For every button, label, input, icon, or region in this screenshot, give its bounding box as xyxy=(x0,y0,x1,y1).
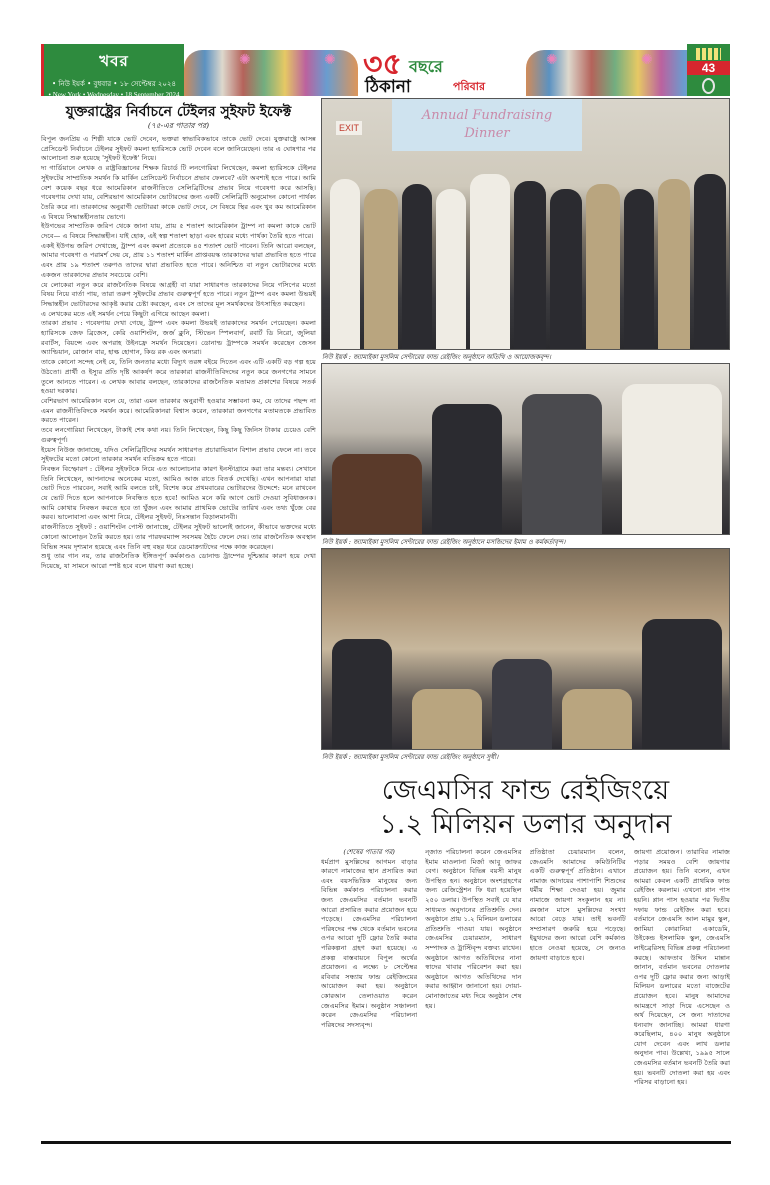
headline-line-1: জেএমসির ফান্ড রেইজিংয়ে xyxy=(381,775,670,806)
continued-from: (৭৫-এর পাতার পর) xyxy=(147,121,210,130)
article-body xyxy=(41,135,316,572)
photo-caption: নিউ ইয়র্ক : জ্যামাইকা মুসলিম সেন্টারের ফান্ড রেইজিং অনুষ্ঠানে সুধী। xyxy=(322,753,499,761)
podium xyxy=(332,454,422,534)
firework-icon: ✺ xyxy=(324,52,336,68)
paragraph: বিপুল জনপ্রিয় এ শিল্পী যাকে ভোট দেবেন, ভক্তরা স্বাভাবিকভাবে তাকে ভোট দেবে। যুক্তরাষ্ট্রে আসন্ন প্রেসিডেন্ট নির্বাচনে টেইলর সুইফট কমলা হ্যারিসকে ভোট দেবেন বলে জানিয়েছেন। তার এ ঘোষণার পর আলোচনা শুরু হয়েছে 'সুইফট ইফেক্ট' নিয়ে। xyxy=(41,135,316,163)
page-number: 43 xyxy=(687,61,730,75)
firework-icon: ✺ xyxy=(641,52,653,68)
page-bottom-rule xyxy=(41,1141,731,1144)
article-column xyxy=(321,848,417,1116)
continued-from: (শেষের পাতার পর) xyxy=(343,848,395,856)
person-figure xyxy=(694,174,726,349)
section-header xyxy=(41,44,184,99)
anniversary-logo xyxy=(363,40,523,98)
photo-speakers xyxy=(321,363,730,535)
person-figure xyxy=(522,394,602,534)
person-figure xyxy=(432,404,502,534)
paragraph: তারকা প্রভাব : গবেষণায় দেখা গেছে, ট্রাম্প এবং কমলা উভয়ই তারকাদের সমর্থন পেয়েছেন। কমলা হ্যারিসকে জেফ ব্রিজেস, কেরি ওয়াশিংটন, জর্জ ক্লুনি, স্টিভেন স্পিলবার্গ, রবার্ট ডি নিরো, জুলিয়া রবার্টস, বিয়ন্সে এবং অপরাহ উইনফ্রে সমর্থন দিয়েছেন। ডোনাল্ড ট্রাম্পকে সমর্থন করেছেন জেসন অ্যাল্ডিয়ান, রোজান বার, হাল্ক হোগান, কিড রক এবং অন্যরা। xyxy=(41,319,316,357)
event-banner xyxy=(392,99,582,151)
paragraph: ইয়েস নিউজ জানাচ্ছে, যদিও সেলিব্রিটিদের সমর্থন সাধারণত প্রচারাভিযান বিশাল প্রভাব ফেলে না। তবে সুইফটের মতো কোনো তারকার সমর্থন ব্যতিক্রম হতে পারে। xyxy=(41,445,316,464)
table-figure xyxy=(562,689,632,749)
paragraph: এ লেখকের মতে এই সমর্থন পেয়ে কিছুটা এগিয়ে আছেন কমলা। xyxy=(41,309,210,318)
paragraph: রাজনীতিতে সুইফট : ওয়াশিংটন পোস্ট জানাচ্ছে, টেইলর সুইফট ভালোই জানেন, কীভাবে ভক্তদের মধ্যে কোনো আলোড়ন তৈরি করতে হয়। তার পারফরম্যান্স সবসময় হৈচৈ ফেলে দেয়। তার রাজনৈতিক অবস্থান বিভিন্ন সময় দৃশ্যমান হয়েছে এবং তিনি বহু বছর ধরে ডেমোক্র্যাটদের পক্ষে কাজ করেছেন। xyxy=(41,523,316,551)
firework-icon: ✺ xyxy=(239,52,251,68)
monument-icon xyxy=(696,48,721,60)
person-figure xyxy=(624,189,654,349)
person-figure xyxy=(492,659,552,749)
liberty-icon xyxy=(702,78,715,94)
person-figure xyxy=(402,184,432,349)
photo-audience xyxy=(321,548,730,750)
crowd-illustration-left xyxy=(184,50,358,96)
paragraph: বেশিরভাগ আমেরিকান বলে যে, তারা এমন তারকার অনুরাগী হওয়ার সম্ভাবনা কম, যে তাদের পছন্দ না এমন রাজনীতিবিদকে সমর্থন করে। আমেরিকানরা বিশ্বাস করেন, তারকারা জনগণের মতামতকে প্রভাবিত করতে পারেন। xyxy=(41,396,316,425)
table-figure xyxy=(412,689,482,749)
date-english: • New York • Wednesday • 18 September 2024 xyxy=(48,91,180,99)
paragraph: দ্য গার্ডিয়ানে লেখক ও রাষ্ট্রবিজ্ঞানের শিক্ষক রিচার্ড টি লনগোরিয়া লিখেছেন, কমলা হ্যারিসকে টেইলর সুইফটের সাম্প্রতিক সমর্থন কি মার্কিন প্রেসিডেন্ট নির্বাচনে প্রভাব ফেলবে? এটা অবশ্যই হতে পারে। আমি বেশ কয়েক বছর ধরে আমেরিকান রাজনীতিতে সেলিব্রিটিদের প্রভাব নিয়ে গবেষণা করে আসছি। গবেষণায় দেখা যায়, বেশিরভাগ আমেরিকান ভোটারদের জন্য একটি সেলিব্রিটি অনুমোদন কোনো পার্থক্য তৈরি করে না। তারকাদের অনুরাগী ভোটাররা কাকে ভোট দেবে, সে বিষয়ে স্থির এবং খুব কম আমেরিকান এ বিষয়ে সিদ্ধান্তহীনতায় ভোগে। xyxy=(41,164,316,221)
paragraph: তবে লনগোরিয়া লিখেছেন, টাকাই শেষ কথা নয়। তিনি লিখেছেন, কিছু কিছু জিনিস টাকার চেয়েও বেশি গুরুত্বপূর্ণ। xyxy=(41,426,316,444)
date-bengali: • নিউ ইয়র্ক • বুধবার • ১৮ সেপ্টেম্বর ২০২৪ xyxy=(52,80,176,88)
headline-line-2: ১.২ মিলিয়ন ডলার অনুদান xyxy=(379,809,672,840)
person-figure xyxy=(550,189,582,349)
person-figure xyxy=(622,384,722,534)
paragraph: একই ইউগভ জরিপ দেখাচ্ছে, ট্রাম্প এবং কমলা প্রত্যেকে ৪৫ শতাংশ ভোট পাবেন। তিনি আরো বলছেন, আমার গবেষণা ও পরামর্শ দেয় যে, প্রায় ১১ শতাংশ মার্কিন প্রাপ্তবয়স্ক তারকাদের দ্বারা প্রভাবিত হতে পারে এবং প্রায় ১৯ শতাংশ তরুণও তাদের দ্বারা প্রভাবিত হতে পারে। অনিশ্চিত বা নতুন ভোটারদের মধ্যে একজন তারকাদের প্রভাব সবচেয়ে বেশি। xyxy=(41,241,316,279)
firework-icon: ✺ xyxy=(546,52,558,68)
person-figure xyxy=(642,619,722,749)
person-figure xyxy=(330,179,360,349)
exit-sign: EXIT xyxy=(336,121,362,135)
photo-caption: নিউ ইয়র্ক : জ্যামাইকা মুসলিম সেন্টারের ফান্ড রেইজিং অনুষ্ঠানে মসজিদের ইমাম ও কর্মকর্তাবৃন্দ। xyxy=(322,538,566,546)
person-figure xyxy=(332,639,392,749)
paragraph: নিবন্ধন বিস্ফোরণ : টেইলর সুইফটকে নিয়ে এত আলোচনার কারণ ইনস্টাগ্রামে করা তার মন্তব্য। সেখানে তিনি লিখেছেন, আপনাদের অনেকের মতো, আমিও আজ রাতে বিতর্ক দেখেছি। এখন আপনারা যারা ভোট দিতে পারবেন, সবাই আমি বলতে চাই, বিশেষ করে প্রথমবারের ভোটারদের উদ্দেশে: মনে রাখবেন যে ভোট দিতে হলে আপনাকে নিবন্ধিত হতে হবে! আমিও মনে করি আগে ভোট দেওয়া সুবিধাজনক। আমি কোথায় নিবন্ধন করতে হবে তা খুঁজন এবং আমার প্রাথমিক ভোটের তারিখ এবং তথ্য খুঁজে বের করব। ভালোবাসা এবং আশা নিয়ে, টেইলর সুইফট, নিঃসন্তান বিড়ালমানবী। xyxy=(41,464,316,522)
section-title: খবর xyxy=(99,52,129,70)
person-figure xyxy=(514,181,546,349)
person-figure xyxy=(436,189,466,349)
banner-line-1: Annual Fundraising xyxy=(421,108,553,123)
paragraph: যে লোকেরা নতুন করে রাজনৈতিক বিষয়ে আগ্রহী বা যারা সাধারণত তারকাদের নিয়ে গসিপের মতো বিষয় নিয়ে বার্তা পায়, তারা তরুণ সুইফটের প্রভাব গুরুত্বপূর্ণ হতে পারে। নতুন ট্রাম্প এবং কমলা উভয়ই সিদ্ধান্তহীন ভোটারদের আকৃষ্ট করার চেষ্টা করছেন, এবং সে তাদের মূল সমর্থকদের উৎসাহিত করছেন। xyxy=(41,280,316,308)
article-headline-fundraising xyxy=(321,774,730,842)
column-text: ধর্মপ্রাণ মুসল্লিদের আগমন বাড়ার কারণে নামাজের স্থান প্রসারিত করা এবং বয়সভিত্তিক মানুষের জন্য বিভিন্ন কর্মকাণ্ড পরিচালনা করার জন্য জেএমসির বর্তমান ভবনটি আরো প্রসারিত করার প্রয়োজন হয়ে পড়েছে। জেএমসির পরিচালনা পরিষদের পক্ষ থেকে বর্তমান ভবনের ওপর আরো দুটি ফ্লোর তৈরি করার পরিকল্পনা গ্রহণ করা হয়েছে। এ প্রকল্প বাস্তবায়নে বিপুল অর্থের প্রয়োজন। এ লক্ষ্যে ৮ সেপ্টেম্বর রবিবার সন্ধ্যায় ফান্ড রেইজিংয়ের আয়োজন করা হয়। অনুষ্ঠানে কোরআন তেলাওয়াত করেন জেএমসির ইমাম। অনুষ্ঠান সঞ্চালনা করেন জেএমসির পরিচালনা পরিষদের সদস্যবৃন্দ। xyxy=(321,857,418,1029)
person-figure xyxy=(658,179,690,349)
logo-name-2: পরিবার xyxy=(453,80,486,93)
banner-line-2: Dinner xyxy=(464,126,510,141)
person-figure xyxy=(364,189,398,349)
photo-group-guests xyxy=(321,98,730,350)
paragraph: তাকে কোনো সন্দেহ নেই যে, তিনি জনতার মধ্যে বিদ্যুৎ তরঙ্গ বইয়ে দিতেন এবং এটি একটি বড় গল্প হয়ে উঠতো। প্রার্থী ও ইস্যুর প্রতি দৃষ্টি আকর্ষণ করে তারকারা রাজনীতিবিদদের নতুন করে জনগণের সামনে তুলে আনতে পারেন। এ লেখক আবার বলছেন, তারকাদের রাজনৈতিক মতামত প্রকাশের বিষয়ে সতর্ক হওয়া দরকার। xyxy=(41,358,316,396)
column-text: প্রতিষ্ঠাতা চেয়ারম্যান বলেন, জেএমসি আমাদের কমিউনিটির একটি গুরুত্বপূর্ণ প্রতিষ্ঠান। এখানে নামাজ আদায়ের পাশাপাশি শিশুদের ধর্মীয় শিক্ষা দেওয়া হয়। জুমার নামাজে জায়গা সংকুলান হয় না। রমজান মাসে মুসল্লিদের সংখ্যা আরো বেড়ে যায়। তাই ভবনটি সম্প্রসারণ জরুরি হয়ে পড়েছে। ইয়ুথদের জন্য আরো বেশি কর্মকাণ্ড হাতে নেওয়া হয়েছে, সে জন্যও জায়গা বাড়াতে হবে। xyxy=(529,848,626,962)
logo-number: ৩৫ xyxy=(363,47,402,82)
article-columns xyxy=(321,848,730,1116)
article-column xyxy=(634,848,730,1116)
person-figure xyxy=(586,184,620,349)
article-column xyxy=(425,848,521,1116)
page-number-box xyxy=(687,44,730,96)
paragraph: ইউগভের সাম্প্রতিক জরিপ থেকে জানা যায়, প্রায় ৫ শতাংশ আমেরিকান ট্রাম্প না কমলা কাকে ভোট দেবে— এ বিষয়ে সিদ্ধান্তহীন। যাই হোক, এই স্বল্প শতাংশ ছাড়া এবং হারের মধ্যে পার্থক্য তৈরি হতে পারে। xyxy=(41,222,316,241)
person-figure xyxy=(470,174,510,349)
article-taylor-swift xyxy=(41,103,316,572)
article-headline: যুক্তরাষ্ট্রের নির্বাচনে টেইলর সুইফট ইফেক্ট xyxy=(65,104,292,120)
logo-name: ঠিকানা xyxy=(365,77,411,97)
paragraph: শুধু তার গান নয়, তার রাজনৈতিক ইঙ্গিতপূর্ণ কর্মকাণ্ডও ডোনাল্ড ট্রাম্পের দুশ্চিন্তার কারণ হয়ে দেখা দিয়েছে, যা সামনে আরো স্পষ্ট হবে বলে ধারণা করা হচ্ছে। xyxy=(41,552,316,570)
masthead xyxy=(41,44,731,99)
logo-years: বছরে xyxy=(409,57,443,76)
column-text: ন্জাত পরিচালনা করেন জেএমসির ইমাম মাওলানা মির্জা আবু জাফর বেগ। অনুষ্ঠানে বিভিন্ন বয়সী মানুষ উপস্থিত হন। অনুষ্ঠানে অংশগ্রহণের জন্য রেজিস্ট্রেশন ফি ধরা হয়েছিল ২৫০ ডলার। উপস্থিত সবাই যে যার সাধ্যমত অনুদানের প্রতিশ্রুতি দেন। অনুষ্ঠানে প্রায় ১.২ মিলিয়ন ডলারের প্রতিশ্রুতি পাওয়া যায়। অনুষ্ঠানে জেএমসির চেয়ারম্যান, সাধারণ সম্পাদক ও ট্রাস্টিবৃন্দ বক্তব্য রাখেন। অনুষ্ঠানে আগত অতিথিদের নানা স্বাদের খাবার পরিবেশন করা হয়। অনুষ্ঠানে আগত অতিথিদের দান করার আহ্বান জানানো হয়। দোয়া-মোনাজাতের মধ্য দিয়ে অনুষ্ঠান শেষ হয়। xyxy=(425,848,522,1010)
article-column xyxy=(530,848,626,1116)
column-text: জায়গা প্রয়োজন। তারাবির নামাজ পড়ার সময়ও বেশি জায়গার প্রয়োজন হয়। তিনি বলেন, এখন আমরা কেবল একটি প্রাথমিক ফান্ড রেইজিং করলাম। এখনো প্লান পাস হয়নি। প্লান পাস হওয়ার পর দ্বিতীয় দফায় ফান্ড রেইজিং করা হবে। বর্তমানে জেএমসি আল মামুর স্কুল, জামিয়া কোরানিয়া একাডেমি, উইকেন্ড ইসলামিক স্কুল, জেএমসি লাইব্রেরিসহ বিভিন্ন প্রকল্প পরিচালনা করছে। আফতাব উদ্দিন মান্নান জানান, বর্তমান ভবনের দোতলার ওপর দুটি ফ্লোর করার জন্য আড়াই মিলিয়ন ডলারের মতো বাজেটের প্রয়োজন হবে। মানুষ আমাদের আমন্ত্রণে সাড়া দিয়ে এসেছেন ও অর্থ দিয়েছেন, সে জন্য দাতাদের ধন্যবাদ জানাচ্ছি। আমরা ধারণা করেছিলাম, ৪০০ মানুষ অনুষ্ঠানে যোগ দেবেন এবং লাখ ডলার অনুদান পাব। উল্লেখ্য, ১৯৯৫ সালে জেএমসির বর্তমান ভবনটি তৈরি করা হয়। ভবনটি দোতলা করা হয় এবং পরিসর বাড়ানো হয়। xyxy=(633,848,730,1087)
photo-caption: নিউ ইয়র্ক : জ্যামাইকা মুসলিম সেন্টারের ফান্ড রেইজিং অনুষ্ঠানে অতিথি ও আয়োজকবৃন্দ। xyxy=(322,353,551,361)
